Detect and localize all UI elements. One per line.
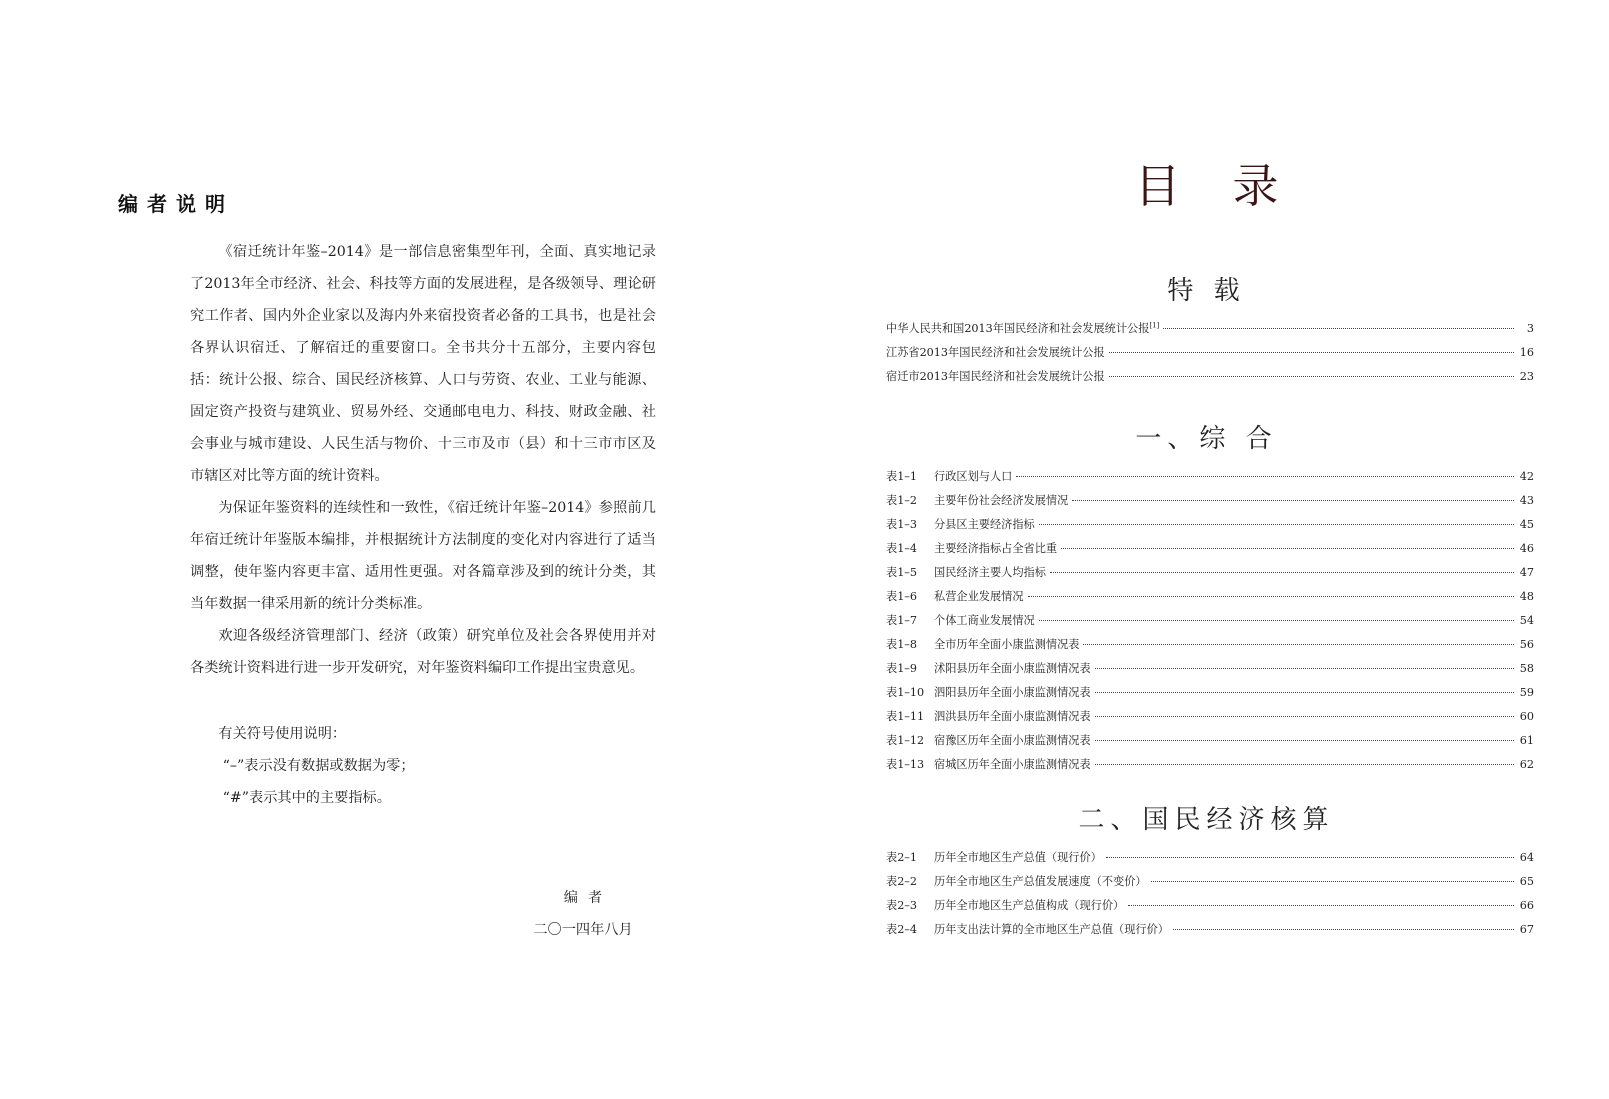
toc-dot-leader <box>1016 476 1514 477</box>
toc-entry-page-number: 47 <box>1519 566 1534 579</box>
toc-entry-page-number: 65 <box>1519 875 1534 888</box>
toc-entry-code: 表1–10 <box>886 686 925 699</box>
toc-dot-leader <box>1050 572 1514 573</box>
toc-entry-page-number: 61 <box>1519 734 1534 747</box>
toc-entry-label <box>934 756 1091 772</box>
section-heading: 特 载 <box>1167 276 1246 306</box>
toc-entry-label-text: 宿城区历年全面小康监测情况表 <box>934 758 1091 771</box>
toc-entry-page-number: 58 <box>1519 662 1534 675</box>
toc-entry-page-number: 48 <box>1519 590 1534 603</box>
toc-entry-code: 表1–2 <box>886 494 918 507</box>
toc-entry-label-text: 历年全市地区生产总值构成（现行价） <box>934 899 1125 912</box>
toc-dot-leader <box>1095 692 1514 693</box>
toc-entry[interactable] <box>886 320 1534 344</box>
toc-entry-page-number: 54 <box>1519 614 1534 627</box>
toc-dot-leader <box>1095 668 1514 669</box>
toc-entry-code: 表1–7 <box>886 614 918 627</box>
symbol-item: “#”表示其中的主要指标。 <box>222 790 391 806</box>
preface-paragraph: 为保证年鉴资料的连续性和一致性，《宿迁统计年鉴–2014》参照前几年宿迁统计年鉴版本编排，并根据统计方法制度的变化对内容进行了适当调整，使年鉴内容更丰富、适用性更强。对各篇章涉及到的统计分类，其当年数据一律采用新的统计分类标准。 <box>190 500 656 612</box>
toc-entry-code: 表1–5 <box>886 566 918 579</box>
toc-entry-code: 表1–6 <box>886 590 918 603</box>
symbols-intro: 有关符号使用说明： <box>218 726 347 742</box>
toc-entry-footnote-mark: [1] <box>1149 321 1160 330</box>
section-heading: 二、国民经济核算 <box>1078 805 1335 835</box>
toc-dot-leader <box>1173 929 1514 930</box>
toc-entry-code: 表1–12 <box>886 734 925 747</box>
toc-entry-label <box>934 708 1091 724</box>
toc-dot-leader <box>1163 328 1514 329</box>
toc-entry-label-text: 泗洪县历年全面小康监测情况表 <box>934 710 1091 723</box>
toc-entry-label-text: 泗阳县历年全面小康监测情况表 <box>934 686 1091 699</box>
toc-dot-leader <box>1072 500 1514 501</box>
toc-entry-label-text: 个体工商业发展情况 <box>934 614 1035 627</box>
toc-entry[interactable] <box>886 492 1534 516</box>
toc-entry-label <box>934 897 1124 913</box>
toc-entry-page-number: 62 <box>1519 758 1534 771</box>
toc-entry-label <box>934 468 1012 484</box>
toc-entry[interactable] <box>886 660 1534 684</box>
toc-entry[interactable] <box>886 921 1534 945</box>
toc-entry-code: 表1–9 <box>886 662 918 675</box>
toc-entry[interactable] <box>886 708 1534 732</box>
toc-entry-label <box>934 921 1169 937</box>
toc-entry[interactable] <box>886 516 1534 540</box>
toc-dot-leader <box>1128 905 1514 906</box>
toc-entry[interactable] <box>886 636 1534 660</box>
toc-entry-code: 表2–3 <box>886 899 918 912</box>
toc-entry-page-number: 23 <box>1519 370 1534 383</box>
toc-entry-page-number: 59 <box>1519 686 1534 699</box>
toc-entry-label-text: 私营企业发展情况 <box>934 590 1024 603</box>
symbol-item: “–”表示没有数据或数据为零； <box>222 758 415 774</box>
toc-entry[interactable] <box>886 468 1534 492</box>
toc-entry[interactable] <box>886 368 1534 392</box>
toc-dot-leader <box>1061 548 1514 549</box>
toc-entry-label-text: 国民经济主要人均指标 <box>934 566 1046 579</box>
toc-entry-label-text: 分县区主要经济指标 <box>934 518 1035 531</box>
toc-entry-label-text: 沭阳县历年全面小康监测情况表 <box>934 662 1091 675</box>
toc-dot-leader <box>1095 716 1514 717</box>
signature-name: 编者 <box>563 890 613 906</box>
toc-entry-page-number: 56 <box>1519 638 1534 651</box>
toc-dot-leader <box>1109 376 1514 377</box>
toc-entry-label <box>934 636 1079 652</box>
signature-date: 二〇一四年八月 <box>533 922 633 938</box>
toc-page <box>804 0 1609 1099</box>
toc-entry-label <box>934 492 1068 508</box>
toc-entry-label <box>934 873 1147 889</box>
toc-entry-label <box>934 564 1046 580</box>
toc-section-general <box>886 468 1534 780</box>
toc-dot-leader <box>1083 644 1514 645</box>
toc-entry-label-text: 宿豫区历年全面小康监测情况表 <box>934 734 1091 747</box>
toc-entry-page-number: 46 <box>1519 542 1534 555</box>
toc-section-special <box>886 320 1534 392</box>
toc-entry-label-text: 历年支出法计算的全市地区生产总值（现行价） <box>934 923 1169 936</box>
toc-entry[interactable] <box>886 612 1534 636</box>
toc-entry-label <box>934 660 1091 676</box>
toc-entry-label-text: 中华人民共和国2013年国民经济和社会发展统计公报 <box>886 322 1150 335</box>
toc-entry[interactable] <box>886 732 1534 756</box>
toc-entry-label <box>934 849 1102 865</box>
toc-entry[interactable] <box>886 564 1534 588</box>
preface-paragraph: 欢迎各级经济管理部门、经济（政策）研究单位及社会各界使用并对各类统计资料进行进一步开发研究，对年鉴资料编印工作提出宝贵意见。 <box>190 628 656 676</box>
toc-entry-page-number: 43 <box>1519 494 1534 507</box>
toc-entry[interactable] <box>886 756 1534 780</box>
preface-body <box>190 236 656 684</box>
preface-title: 编者说明 <box>118 192 234 216</box>
toc-entry-page-number: 60 <box>1519 710 1534 723</box>
toc-section-accounts <box>886 849 1534 945</box>
toc-dot-leader <box>1109 352 1514 353</box>
toc-dot-leader <box>1095 740 1514 741</box>
toc-entry-label <box>886 368 1105 384</box>
toc-entry[interactable] <box>886 897 1534 921</box>
toc-entry[interactable] <box>886 540 1534 564</box>
toc-entry-label <box>934 684 1091 700</box>
toc-entry-code: 表2–1 <box>886 851 918 864</box>
toc-dot-leader <box>1095 764 1514 765</box>
toc-entry[interactable] <box>886 588 1534 612</box>
section-heading: 一、综 合 <box>1135 424 1278 454</box>
toc-entry-label-text: 江苏省2013年国民经济和社会发展统计公报 <box>886 346 1105 359</box>
toc-entry[interactable] <box>886 873 1534 897</box>
toc-entry-label <box>886 344 1105 360</box>
toc-entry-label-text: 历年全市地区生产总值（现行价） <box>934 851 1102 864</box>
toc-entry-page-number: 42 <box>1519 470 1534 483</box>
toc-entry-label-text: 历年全市地区生产总值发展速度（不变价） <box>934 875 1147 888</box>
toc-entry-label-text: 主要年份社会经济发展情况 <box>934 494 1069 507</box>
preface-page <box>0 0 804 1099</box>
preface-paragraph: 《宿迁统计年鉴–2014》是一部信息密集型年刊，全面、真实地记录了2013年全市经济、社会、科技等方面的发展进程，是各级领导、理论研究工作者、国内外企业家以及海内外来宿投资者必备的工具书，也是社会各界认识宿迁、了解宿迁的重要窗口。全书共分十五部分，主要内容包括：统计公报、综合、国民经济核算、人口与劳资、农业、工业与能源、固定资产投资与建筑业、贸易外经、交通邮电电力、科技、财政金融、社会事业与城市建设、人民生活与物价、十三市及市（县）和十三市市区及市辖区对比等方面的统计资料。 <box>190 244 656 484</box>
toc-entry-label-text: 主要经济指标占全省比重 <box>934 542 1058 555</box>
toc-entry-code: 表1–4 <box>886 542 918 555</box>
toc-entry-code: 表1–11 <box>886 710 925 723</box>
toc-dot-leader <box>1039 620 1514 621</box>
symbol-notes <box>190 718 656 814</box>
toc-entry-label <box>934 588 1024 604</box>
toc-entry-code: 表2–2 <box>886 875 918 888</box>
toc-entry-page-number: 16 <box>1519 346 1534 359</box>
toc-entry-code: 表1–1 <box>886 470 918 483</box>
toc-dot-leader <box>1106 857 1514 858</box>
toc-entry-page-number: 66 <box>1519 899 1534 912</box>
toc-entry[interactable] <box>886 684 1534 708</box>
toc-dot-leader <box>1039 524 1514 525</box>
toc-entry-label-text: 行政区划与人口 <box>934 470 1013 483</box>
toc-entry-page-number: 67 <box>1519 923 1534 936</box>
toc-entry-label-text: 宿迁市2013年国民经济和社会发展统计公报 <box>886 370 1105 383</box>
toc-entry-code: 表1–13 <box>886 758 925 771</box>
toc-entry-label <box>934 732 1091 748</box>
toc-entry-page-number: 64 <box>1519 851 1534 864</box>
toc-entry-label <box>934 516 1035 532</box>
toc-entry-label-text: 全市历年全面小康监测情况表 <box>934 638 1080 651</box>
signature <box>520 882 646 946</box>
toc-entry-label <box>934 540 1057 556</box>
toc-entry-code: 表1–8 <box>886 638 918 651</box>
toc-entry[interactable] <box>886 849 1534 873</box>
toc-entry-label <box>886 320 1159 336</box>
toc-title: 目录 <box>1134 159 1331 213</box>
toc-dot-leader <box>1151 881 1514 882</box>
toc-entry-code: 表2–4 <box>886 923 918 936</box>
toc-dot-leader <box>1028 596 1514 597</box>
toc-entry-code: 表1–3 <box>886 518 918 531</box>
toc-entry-label <box>934 612 1035 628</box>
toc-entry-page-number: 45 <box>1519 518 1534 531</box>
toc-entry[interactable] <box>886 344 1534 368</box>
toc-entry-page-number: 3 <box>1526 322 1534 335</box>
